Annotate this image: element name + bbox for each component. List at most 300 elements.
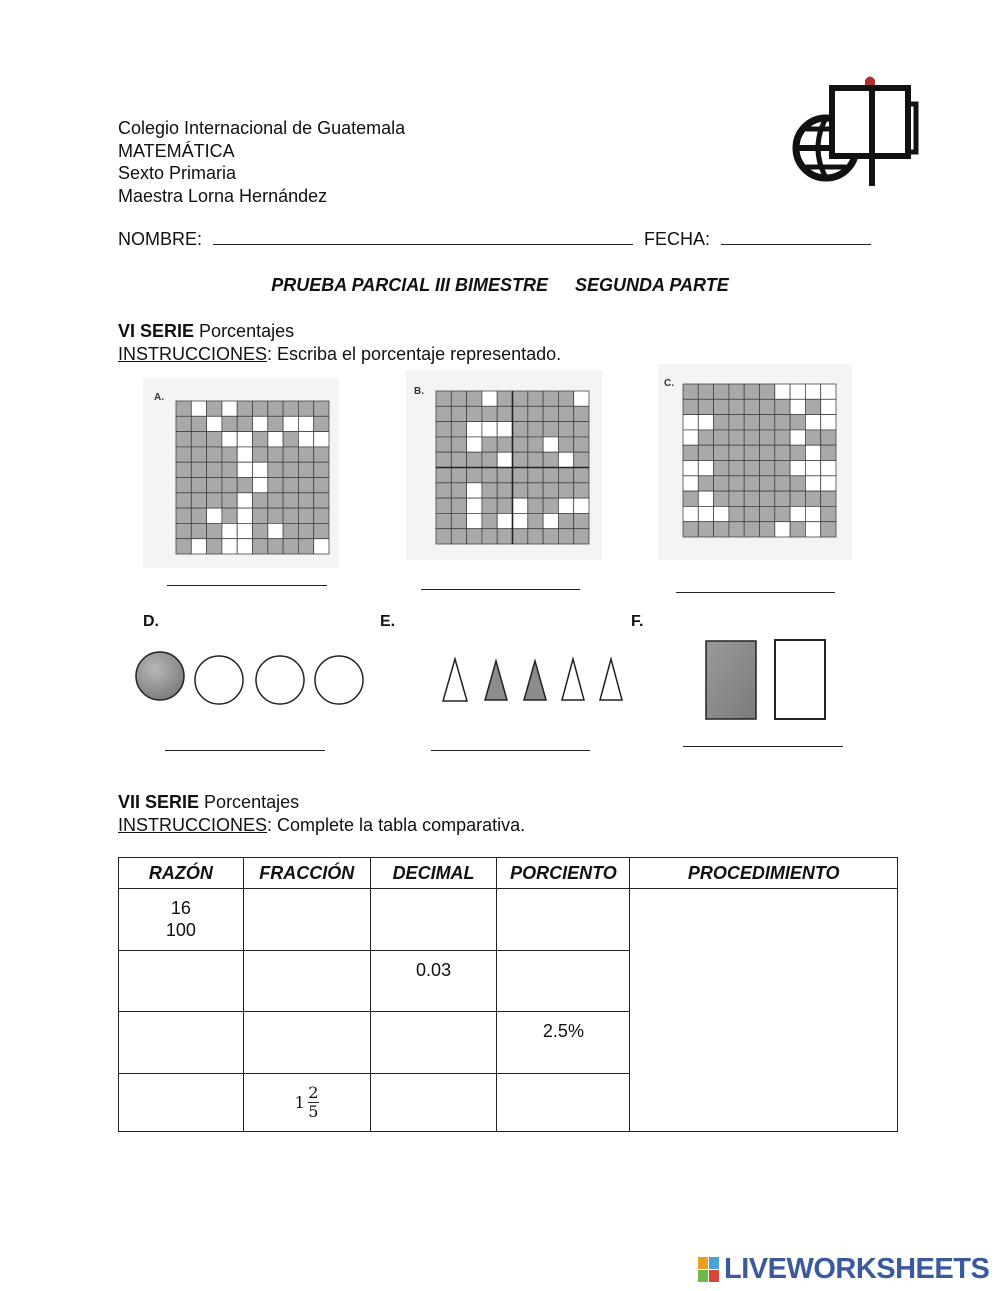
grid-cell: [176, 478, 191, 493]
grid-cell: [191, 432, 206, 447]
circle-empty: [256, 656, 304, 704]
answer-line-d[interactable]: [165, 750, 325, 751]
grid-cell: [436, 391, 451, 406]
grid-cell: [283, 478, 298, 493]
grid-cell: [237, 523, 252, 538]
date-label: FECHA:: [644, 229, 711, 249]
grid-cell: [482, 452, 497, 467]
grid-cell: [714, 415, 729, 430]
grid-cell: [805, 461, 820, 476]
grid-cell: [760, 506, 775, 521]
grid-cell: [283, 462, 298, 477]
grid-cell: [497, 529, 512, 544]
grid-cell: [207, 401, 222, 416]
grid-cell: [191, 401, 206, 416]
grid-cell: [805, 522, 820, 537]
grid-cell: [482, 498, 497, 513]
grid-cell: [207, 493, 222, 508]
grid-cell: [805, 430, 820, 445]
grid-cell: [744, 415, 759, 430]
grid-cell: [528, 529, 543, 544]
grid-cell: [314, 493, 329, 508]
grid-cell: [775, 445, 790, 460]
grid-cell: [790, 445, 805, 460]
grid-cell: [805, 415, 820, 430]
header-fraccion: FRACCIÓN: [243, 858, 370, 889]
row4-numerator: 2: [308, 1083, 319, 1102]
header-procedimiento: PROCEDIMIENTO: [630, 858, 898, 889]
grid-cell: [191, 508, 206, 523]
grid-cell: [760, 445, 775, 460]
answer-line-a[interactable]: [167, 585, 327, 586]
grid-cell: [467, 483, 482, 498]
grid-cell: [191, 478, 206, 493]
table-header-row: [119, 858, 898, 889]
grid-cell: [760, 461, 775, 476]
grid-cell: [558, 513, 573, 528]
grid-cell: [451, 498, 466, 513]
grid-cell: [467, 529, 482, 544]
grid-cell: [451, 483, 466, 498]
grid-cell: [497, 513, 512, 528]
grid-cell: [451, 406, 466, 421]
circle-empty: [315, 656, 363, 704]
grid-cell: [513, 437, 528, 452]
grid-cell: [775, 522, 790, 537]
grid-cell: [298, 493, 313, 508]
grid-cell: [729, 415, 744, 430]
triangle-shaded: [485, 661, 507, 700]
grid-cell: [191, 462, 206, 477]
serie7-label: VII SERIE: [118, 792, 200, 812]
grid-cell: [283, 523, 298, 538]
grid-cell: [451, 437, 466, 452]
grid-cell: [207, 523, 222, 538]
grid-cell: [714, 522, 729, 537]
triangle-empty: [562, 659, 584, 700]
row2-decimal-value: 0.03: [416, 960, 452, 980]
grid-cell: [436, 498, 451, 513]
grid-cell: [790, 522, 805, 537]
grid-cell: [253, 493, 268, 508]
name-date-row: [118, 229, 871, 250]
grid-cell: [497, 483, 512, 498]
grid-cell: [222, 401, 237, 416]
grid-cell: [283, 416, 298, 431]
grid-cell: [574, 391, 589, 406]
answer-line-b[interactable]: [421, 589, 580, 590]
grid-cell: [821, 461, 836, 476]
grid-cell: [253, 478, 268, 493]
grid-cell: [744, 430, 759, 445]
grid-cell: [253, 432, 268, 447]
grid-cell: [314, 508, 329, 523]
row4-decimal-input[interactable]: [370, 1074, 497, 1132]
grid-cell: [574, 437, 589, 452]
answer-line-c[interactable]: [676, 592, 835, 593]
serie6-topic: Porcentajes: [199, 321, 295, 341]
grid-cell: [497, 452, 512, 467]
grid-cell: [298, 539, 313, 554]
grid-cell: [314, 462, 329, 477]
subject: MATEMÁTICA: [118, 140, 235, 161]
grid-cell: [298, 508, 313, 523]
grid-cell: [176, 462, 191, 477]
grid-cell: [574, 483, 589, 498]
grid-cell: [821, 384, 836, 399]
grid-cell: [744, 522, 759, 537]
row2-percent-input[interactable]: [497, 951, 630, 1012]
grid-cell: [558, 406, 573, 421]
grid-cell: [821, 430, 836, 445]
grid-cell: [558, 468, 573, 483]
grid-cell: [698, 445, 713, 460]
grid-cell: [191, 493, 206, 508]
grid-cell: [775, 384, 790, 399]
grid-cell: [497, 498, 512, 513]
grid-cell: [482, 529, 497, 544]
grid-cell: [683, 430, 698, 445]
grid-cell: [698, 461, 713, 476]
serie7-instr-text: : Complete la tabla comparativa.: [267, 815, 526, 835]
grid-cell: [714, 399, 729, 414]
grid-cell: [222, 508, 237, 523]
grid-cell: [714, 430, 729, 445]
row3-decimal-input[interactable]: [370, 1012, 497, 1074]
rectangle-empty: [775, 640, 825, 719]
grid-cell: [744, 476, 759, 491]
grid-cell: [528, 468, 543, 483]
grid-cell: [237, 493, 252, 508]
grid-cell: [528, 452, 543, 467]
grid-cell: [683, 399, 698, 414]
grid-cell: [805, 476, 820, 491]
grid-cell: [698, 522, 713, 537]
grid-cell: [298, 478, 313, 493]
grid-cell: [314, 478, 329, 493]
grid-cell: [314, 447, 329, 462]
grid-cell: [574, 529, 589, 544]
grid-cell: [268, 447, 283, 462]
date-input-line[interactable]: [721, 230, 871, 245]
grid-cell: [467, 513, 482, 528]
grid-cell: [482, 483, 497, 498]
grid-cell: [314, 401, 329, 416]
grid-cell: [222, 493, 237, 508]
grid-a-letter: A.: [154, 392, 164, 403]
grid-cell: [790, 506, 805, 521]
grid-cell: [714, 506, 729, 521]
serie7-topic: Porcentajes: [204, 792, 300, 812]
shape-label-e: E.: [380, 613, 396, 630]
row1-ratio-top: 16: [170, 898, 191, 918]
row1-decimal-input[interactable]: [370, 889, 497, 951]
grid-c-svg: [682, 383, 837, 538]
grid-cell: [253, 523, 268, 538]
grid-cell: [790, 476, 805, 491]
grid-cell: [513, 529, 528, 544]
procedure-input[interactable]: [630, 889, 898, 1132]
grid-cell: [268, 462, 283, 477]
grid-cell: [528, 498, 543, 513]
grid-cell: [775, 399, 790, 414]
grid-cell: [821, 522, 836, 537]
grid-cell: [237, 447, 252, 462]
grid-cell: [760, 522, 775, 537]
grid-cell: [698, 506, 713, 521]
grid-cell: [683, 415, 698, 430]
grid-cell: [805, 491, 820, 506]
grid-cell: [558, 452, 573, 467]
grid-cell: [207, 432, 222, 447]
grid-cell: [821, 491, 836, 506]
grid-cell: [467, 406, 482, 421]
grid-cell: [683, 384, 698, 399]
grid-cell: [298, 432, 313, 447]
grid-cell: [482, 513, 497, 528]
grid-cell: [775, 430, 790, 445]
grid-cell: [805, 506, 820, 521]
grid-cell: [283, 432, 298, 447]
grid-cell: [467, 391, 482, 406]
grid-cell: [574, 513, 589, 528]
grid-cell: [744, 445, 759, 460]
grid-cell: [760, 415, 775, 430]
row4-mixed-fraction: [295, 1084, 319, 1121]
grid-cell: [805, 445, 820, 460]
grid-cell: [237, 432, 252, 447]
grid-cell: [714, 445, 729, 460]
teacher: Maestra Lorna Hernández: [118, 185, 328, 206]
grid-cell: [821, 415, 836, 430]
grid-cell: [729, 384, 744, 399]
grid-cell: [698, 491, 713, 506]
grid-cell: [451, 513, 466, 528]
grid-cell: [191, 416, 206, 431]
grid-cell: [790, 461, 805, 476]
grid-cell: [482, 406, 497, 421]
answer-line-e[interactable]: [431, 750, 590, 751]
grid-cell: [683, 445, 698, 460]
circles-figure: [130, 646, 370, 712]
grid-cell: [698, 399, 713, 414]
grid-cell: [543, 391, 558, 406]
grid-cell: [729, 445, 744, 460]
grid-cell: [451, 391, 466, 406]
grid-cell: [775, 491, 790, 506]
grid-cell: [513, 513, 528, 528]
grid-cell: [729, 399, 744, 414]
grid-cell: [714, 384, 729, 399]
grid-cell: [543, 483, 558, 498]
grid-cell: [805, 384, 820, 399]
grid-cell: [467, 452, 482, 467]
grid-cell: [253, 447, 268, 462]
row2-ratio-input[interactable]: [119, 951, 244, 1012]
table-row: [119, 889, 898, 951]
row3-ratio-input[interactable]: [119, 1012, 244, 1074]
liveworksheets-logo-icon: [697, 1256, 721, 1284]
grid-cell: [451, 468, 466, 483]
grid-cell: [268, 523, 283, 538]
exam-title-part1: PRUEBA PARCIAL III BIMESTRE: [271, 275, 548, 295]
grid-b: [406, 370, 602, 560]
answer-line-f[interactable]: [683, 746, 843, 747]
grid-cell: [760, 399, 775, 414]
grid-cell: [237, 462, 252, 477]
header-porciento: PORCIENTO: [497, 858, 630, 889]
grid-cell: [683, 476, 698, 491]
grid-cell: [283, 508, 298, 523]
grid-cell: [451, 529, 466, 544]
grid-cell: [513, 422, 528, 437]
grid-cell: [775, 506, 790, 521]
name-label: NOMBRE:: [118, 229, 203, 249]
grade: Sexto Primaria: [118, 163, 237, 183]
header-razon: RAZÓN: [119, 858, 244, 889]
grid-cell: [497, 437, 512, 452]
grid-cell: [314, 539, 329, 554]
grid-cell: [790, 384, 805, 399]
grid-cell: [528, 391, 543, 406]
grid-cell: [191, 539, 206, 554]
grid-cell: [268, 493, 283, 508]
row1-ratio-bottom: 100: [165, 920, 196, 940]
row3-fraction-input[interactable]: [243, 1012, 370, 1074]
grid-cell: [436, 513, 451, 528]
grid-cell: [558, 483, 573, 498]
liveworksheets-brand: [697, 1253, 989, 1286]
rectangle-shaded: [706, 641, 756, 719]
grid-cell: [176, 432, 191, 447]
grid-cell: [222, 416, 237, 431]
grid-cell: [283, 447, 298, 462]
grid-cell: [698, 384, 713, 399]
grid-cell: [298, 462, 313, 477]
grid-cell: [314, 416, 329, 431]
grid-cell: [237, 539, 252, 554]
grid-cell: [207, 462, 222, 477]
grid-cell: [543, 422, 558, 437]
shape-label-d: D.: [143, 613, 159, 630]
grid-cell: [543, 498, 558, 513]
grid-cell: [497, 406, 512, 421]
grid-cell: [729, 506, 744, 521]
row2-fraction-input[interactable]: [243, 951, 370, 1012]
grid-cell: [528, 483, 543, 498]
grid-cell: [176, 508, 191, 523]
row4-percent-input[interactable]: [497, 1074, 630, 1132]
serie6-instr-label: INSTRUCCIONES: [118, 344, 268, 364]
row4-ratio-input[interactable]: [119, 1074, 244, 1132]
triangle-shaded: [524, 661, 546, 700]
grid-cell: [237, 508, 252, 523]
grid-cell: [222, 432, 237, 447]
grid-cell: [314, 432, 329, 447]
grid-cell: [207, 416, 222, 431]
grid-cell: [790, 491, 805, 506]
grid-cell: [558, 391, 573, 406]
grid-cell: [298, 416, 313, 431]
row1-fraction-input[interactable]: [243, 889, 370, 951]
grid-cell: [191, 447, 206, 462]
school-logo-icon: [792, 74, 920, 190]
grid-cell: [790, 399, 805, 414]
grid-cell: [467, 498, 482, 513]
grid-cell: [268, 401, 283, 416]
grid-c-letter: C.: [664, 378, 674, 389]
grid-cell: [298, 447, 313, 462]
grid-cell: [268, 416, 283, 431]
grid-cell: [729, 476, 744, 491]
grid-cell: [253, 401, 268, 416]
row4-fraction-cell: [243, 1074, 370, 1132]
grid-cell: [714, 476, 729, 491]
row3-percent-cell: [497, 1012, 630, 1074]
row1-ratio-cell: [119, 889, 244, 951]
grid-cell: [558, 437, 573, 452]
grid-cell: [513, 468, 528, 483]
serie6-heading: [118, 320, 294, 342]
circle-empty: [195, 656, 243, 704]
grid-cell: [528, 422, 543, 437]
grid-cell: [574, 406, 589, 421]
header-decimal: DECIMAL: [370, 858, 497, 889]
grid-cell: [698, 430, 713, 445]
grid-cell: [683, 506, 698, 521]
grid-cell: [253, 416, 268, 431]
row1-percent-input[interactable]: [497, 889, 630, 951]
triangles-figure: [440, 656, 630, 704]
grid-cell: [543, 452, 558, 467]
grid-cell: [528, 513, 543, 528]
grid-cell: [528, 406, 543, 421]
grid-cell: [253, 539, 268, 554]
triangle-empty: [443, 659, 467, 701]
grid-cell: [436, 483, 451, 498]
grid-cell: [298, 401, 313, 416]
grid-cell: [207, 447, 222, 462]
serie6-instructions: [118, 343, 561, 365]
grid-cell: [176, 523, 191, 538]
grid-cell: [237, 416, 252, 431]
serie7-instructions: [118, 814, 525, 836]
grid-cell: [558, 529, 573, 544]
circle-shaded: [136, 652, 184, 700]
serie6-instr-text: : Escriba el porcentaje representado.: [267, 344, 562, 364]
grid-cell: [760, 476, 775, 491]
grid-cell: [543, 529, 558, 544]
grid-cell: [821, 476, 836, 491]
grid-cell: [513, 498, 528, 513]
grid-cell: [821, 399, 836, 414]
grid-a-svg: [175, 400, 330, 555]
grid-cell: [298, 523, 313, 538]
grid-cell: [482, 391, 497, 406]
grid-cell: [821, 506, 836, 521]
grid-cell: [574, 468, 589, 483]
grid-cell: [268, 432, 283, 447]
grid-cell: [436, 529, 451, 544]
grid-cell: [513, 391, 528, 406]
grid-cell: [207, 478, 222, 493]
name-input-line[interactable]: [213, 230, 633, 245]
grid-cell: [176, 447, 191, 462]
grid-cell: [760, 491, 775, 506]
grid-cell: [497, 391, 512, 406]
grid-cell: [714, 461, 729, 476]
grid-cell: [558, 498, 573, 513]
